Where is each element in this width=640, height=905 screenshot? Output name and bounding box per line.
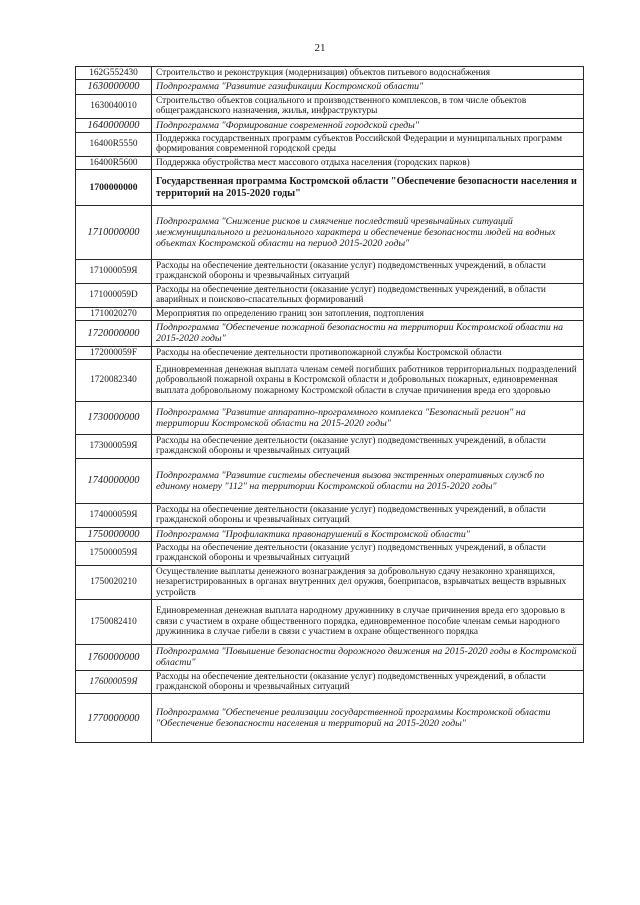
row-code: 171000059Я bbox=[76, 260, 152, 284]
table-row bbox=[76, 600, 584, 645]
subprogram-row bbox=[76, 118, 584, 132]
row-name: Подпрограмма "Обеспечение реализации государственной программы Костромской области "Обеспечение безопасности населения и территорий на 2015-2020 годы" bbox=[152, 694, 584, 743]
table-row bbox=[76, 346, 584, 359]
row-name: Подпрограмма "Развитие аппаратно-программного комплекса "Безопасный регион" на территории Костромской области на 2015-2020 годы" bbox=[152, 402, 584, 435]
row-code: 1730000000 bbox=[76, 402, 152, 435]
row-name: Подпрограмма "Профилактика правонарушений в Костромской области" bbox=[152, 527, 584, 541]
row-code: 1770000000 bbox=[76, 694, 152, 743]
row-name: Строительство и реконструкция (модернизация) объектов питьевого водоснабжения bbox=[152, 67, 584, 80]
table-row bbox=[76, 435, 584, 459]
row-code: 172000059F bbox=[76, 346, 152, 359]
row-code: 173000059Я bbox=[76, 435, 152, 459]
subprogram-row bbox=[76, 321, 584, 347]
row-code: 16400R5600 bbox=[76, 156, 152, 169]
row-name: Подпрограмма "Развитие системы обеспечения вызова экстренных оперативных служб по единому номеру "112" на территории Костромской области на 2015-2020 годы" bbox=[152, 458, 584, 503]
row-code: 1700000000 bbox=[76, 170, 152, 206]
row-name: Строительство объектов социального и производственного комплексов, в том числе объектов общегражданского назначения, жилья, инфраструктуры bbox=[152, 94, 584, 118]
row-code: 162G552430 bbox=[76, 67, 152, 80]
row-name: Единовременная денежная выплата народному дружиннику в случае причинения вреда его здоровью в связи с участием в охране общественного порядка, единовременное пособие членам семьи народного дружинника в случае гибели в связи с участием в охране общественного порядка bbox=[152, 600, 584, 645]
subprogram-row bbox=[76, 527, 584, 541]
table-row bbox=[76, 565, 584, 599]
row-name: Подпрограмма "Формирование современной городской среды" bbox=[152, 118, 584, 132]
row-name: Расходы на обеспечение деятельности (оказание услуг) подведомственных учреждений, в области гражданской обороны и чрезвычайных ситуаций bbox=[152, 435, 584, 459]
row-code: 16400R5550 bbox=[76, 132, 152, 156]
row-name: Поддержка государственных программ субъектов Российской Федерации и муниципальных программ формирования современной городской среды bbox=[152, 132, 584, 156]
table-row bbox=[76, 541, 584, 565]
row-code: 1750082410 bbox=[76, 600, 152, 645]
row-name: Расходы на обеспечение деятельности (оказание услуг) подведомственных учреждений, в области гражданской обороны и чрезвычайных ситуаций bbox=[152, 503, 584, 527]
table-row bbox=[76, 283, 584, 307]
row-name: Государственная программа Костромской области "Обеспечение безопасности населения и территорий на 2015-2020 годы" bbox=[152, 170, 584, 206]
row-code: 1630000000 bbox=[76, 80, 152, 94]
row-name: Подпрограмма "Повышение безопасности дорожного движения на 2015-2020 годы в Костромской области" bbox=[152, 645, 584, 671]
subprogram-row bbox=[76, 694, 584, 743]
table-row bbox=[76, 360, 584, 402]
row-code: 1750020210 bbox=[76, 565, 152, 599]
row-code: 1710020270 bbox=[76, 307, 152, 320]
table-row bbox=[76, 67, 584, 80]
row-name: Подпрограмма "Развитие газификации Костромской области" bbox=[152, 80, 584, 94]
row-name: Осуществление выплаты денежного вознаграждения за добровольную сдачу незаконно хранящихся, незарегистрированных в органах внутренних дел оружия, боеприпасов, взрывчатых веществ взрывных устройств bbox=[152, 565, 584, 599]
row-code: 1630040010 bbox=[76, 94, 152, 118]
row-name: Подпрограмма "Обеспечение пожарной безопасности на территории Костромской области на 2015-2020 годы" bbox=[152, 321, 584, 347]
row-code: 175000059Я bbox=[76, 541, 152, 565]
row-name: Мероприятия по определению границ зон затопления, подтопления bbox=[152, 307, 584, 320]
subprogram-row bbox=[76, 645, 584, 671]
page-number: 21 bbox=[314, 42, 326, 54]
subprogram-row bbox=[76, 206, 584, 260]
row-name: Поддержка обустройства мест массового отдыха населения (городских парков) bbox=[152, 156, 584, 169]
row-code: 1740000000 bbox=[76, 458, 152, 503]
subprogram-row bbox=[76, 402, 584, 435]
row-name: Подпрограмма "Снижение рисков и смягчение последствий чрезвычайных ситуаций межмуниципального и регионального характера и обеспечение безопасности людей на водных объектах Костромской области на период 2015-2020 годы" bbox=[152, 206, 584, 260]
table-row bbox=[76, 670, 584, 694]
budget-classification-table bbox=[75, 66, 584, 743]
row-code: 1710000000 bbox=[76, 206, 152, 260]
row-code: 174000059Я bbox=[76, 503, 152, 527]
row-code: 1720000000 bbox=[76, 321, 152, 347]
row-code: 176000059Я bbox=[76, 670, 152, 694]
table-row bbox=[76, 260, 584, 284]
table-row bbox=[76, 307, 584, 320]
row-code: 171000059D bbox=[76, 283, 152, 307]
table-row bbox=[76, 503, 584, 527]
subprogram-row bbox=[76, 80, 584, 94]
row-name: Единовременная денежная выплата членам семей погибших работников территориальных подразделений добровольной пожарной охраны в Костромской области и добровольных пожарных, единовременная выплата добровольному пожарному Костромской области в случае причинения вреда его здоровью bbox=[152, 360, 584, 402]
table-row bbox=[76, 94, 584, 118]
table-row bbox=[76, 156, 584, 169]
row-name: Расходы на обеспечение деятельности (оказание услуг) подведомственных учреждений, в области гражданской обороны и чрезвычайных ситуаций bbox=[152, 670, 584, 694]
row-code: 1760000000 bbox=[76, 645, 152, 671]
row-code: 1640000000 bbox=[76, 118, 152, 132]
row-name: Расходы на обеспечение деятельности (оказание услуг) подведомственных учреждений, в области аварийных и поисково-спасательных формирований bbox=[152, 283, 584, 307]
row-name: Расходы на обеспечение деятельности противопожарной службы Костромской области bbox=[152, 346, 584, 359]
subprogram-row bbox=[76, 458, 584, 503]
row-name: Расходы на обеспечение деятельности (оказание услуг) подведомственных учреждений, в области гражданской обороны и чрезвычайных ситуаций bbox=[152, 260, 584, 284]
row-code: 1720082340 bbox=[76, 360, 152, 402]
program-row bbox=[76, 170, 584, 206]
table-row bbox=[76, 132, 584, 156]
row-code: 1750000000 bbox=[76, 527, 152, 541]
row-name: Расходы на обеспечение деятельности (оказание услуг) подведомственных учреждений, в области гражданской обороны и чрезвычайных ситуаций bbox=[152, 541, 584, 565]
